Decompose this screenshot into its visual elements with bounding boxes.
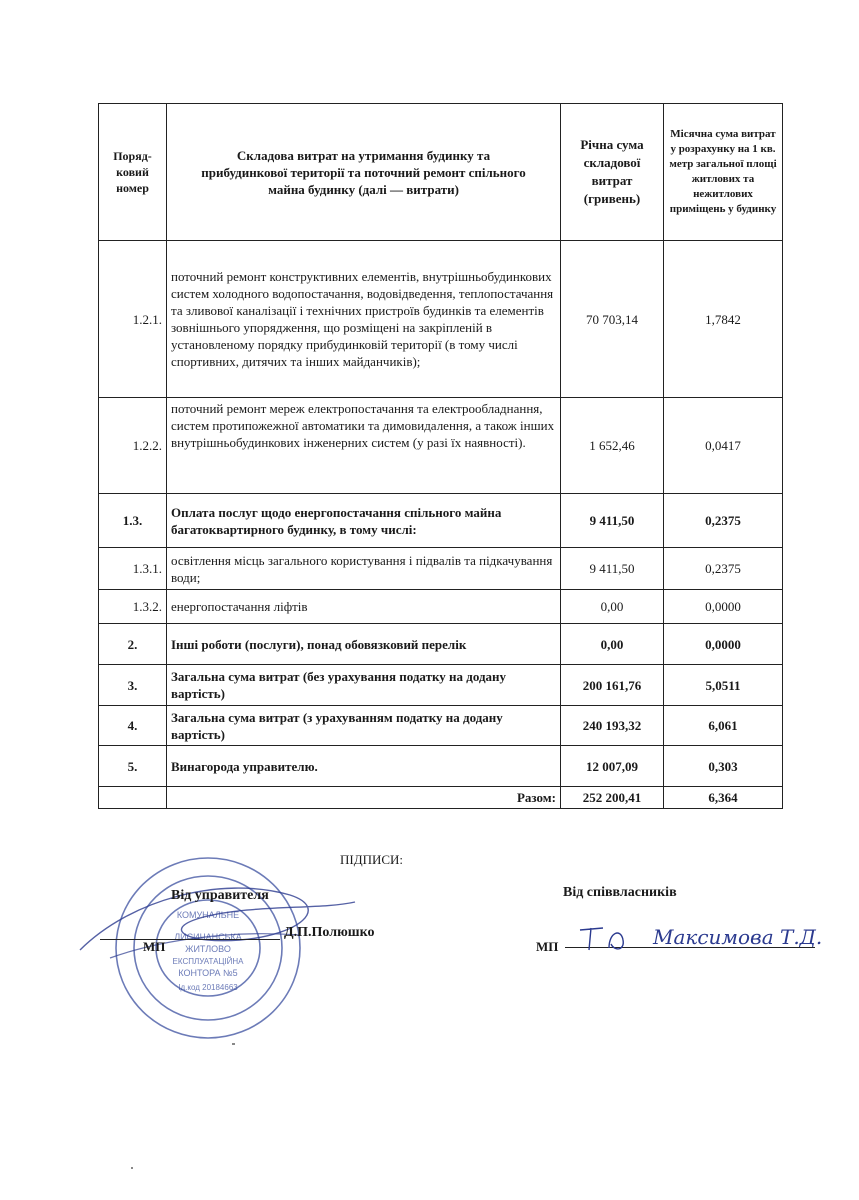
cost-table — [98, 103, 783, 809]
row-number: 1.2.2. — [99, 398, 167, 494]
stamp-line-4: ЕКСПЛУАТАЦІЙНА — [172, 957, 244, 966]
manager-name: Д.П.Полюшко — [284, 925, 375, 940]
stamp-line-2: ЛИСИЧАНСЬКА — [174, 932, 242, 942]
header-number: Поряд- ковий номер — [99, 104, 167, 241]
row-number: 3. — [99, 665, 167, 706]
row-description: поточний ремонт конструктивних елементів, внутрішньобудинкових систем холодного водопостачання, водовідведення, теплопостачання та зливової каналізації і технічних пристроїв будинків та елементів зовнішнього упорядження, що розміщені на закріпленій в установленому порядку прибудинковій території (в тому числі спортивних, дитячих та інших майданчиків); — [167, 241, 561, 398]
table-row — [99, 241, 783, 398]
row-annual: 0,00 — [561, 590, 664, 624]
row-description: поточний ремонт мереж електропостачання та електрообладнання, систем протипожежної автоматики та димовидалення, а також інших внутрішньобудинкових інженерних систем (у разі їх наявності). — [167, 398, 561, 494]
row-annual: 12 007,09 — [561, 746, 664, 787]
stamp-line-3: ЖИТЛОВО — [185, 944, 231, 954]
table-row — [99, 494, 783, 548]
header-monthly: Місячна сума витрат у розрахунку на 1 кв. метр загальної площі житлових та нежитлових приміщень у будинку — [664, 104, 783, 241]
row-number: 1.3. — [99, 494, 167, 548]
row-number: 2. — [99, 624, 167, 665]
signatures-title: ПІДПИСИ: — [340, 852, 404, 867]
row-monthly: 1,7842 — [664, 241, 783, 398]
table-row — [99, 624, 783, 665]
row-monthly: 0,0000 — [664, 590, 783, 624]
row-annual: 200 161,76 — [561, 665, 664, 706]
scan-speck — [131, 1167, 133, 1169]
table-row — [99, 706, 783, 746]
row-description: Винагорода управителю. — [167, 746, 561, 787]
scan-speck — [232, 1043, 235, 1045]
row-description: енергопостачання ліфтів — [167, 590, 561, 624]
row-monthly: 0,2375 — [664, 548, 783, 590]
stamp-line-6: Ід.код 20184663 — [178, 983, 238, 992]
row-monthly: 6,061 — [664, 706, 783, 746]
stamp-line-1: КОМУНАЛЬНЕ — [176, 910, 240, 920]
row-number: 5. — [99, 746, 167, 787]
row-description: Оплата послуг щодо енергопостачання спільного майна багатоквартирного будинку, в тому числі: — [167, 494, 561, 548]
header-component: Складова витрат на утримання будинку та прибудинкової території та поточний ремонт спільного майна будинку (далі — витрати) — [167, 104, 561, 241]
total-annual: 252 200,41 — [561, 787, 664, 809]
row-number: 4. — [99, 706, 167, 746]
table-row — [99, 590, 783, 624]
total-monthly: 6,364 — [664, 787, 783, 809]
owners-stamp-place: МП — [536, 939, 559, 954]
total-label: Разом: — [167, 787, 561, 809]
owners-handwriting-text: Максимова Т.Д. — [653, 925, 823, 949]
row-monthly: 0,0000 — [664, 624, 783, 665]
row-number: 1.2.1. — [99, 241, 167, 398]
table-row — [99, 665, 783, 706]
row-annual: 9 411,50 — [561, 548, 664, 590]
row-description: освітлення місць загального користування і підвалів та підкачування води; — [167, 548, 561, 590]
row-monthly: 0,2375 — [664, 494, 783, 548]
manager-stamp-place: МП — [143, 939, 166, 954]
owners-label: Від співвласників — [563, 885, 677, 900]
row-number: 1.3.1. — [99, 548, 167, 590]
row-annual: 1 652,46 — [561, 398, 664, 494]
total-row — [99, 787, 783, 809]
row-description: Інші роботи (послуги), понад обовязковий перелік — [167, 624, 561, 665]
row-number: 1.3.2. — [99, 590, 167, 624]
row-annual: 240 193,32 — [561, 706, 664, 746]
row-monthly: 0,303 — [664, 746, 783, 787]
table-row — [99, 746, 783, 787]
manager-label: Від управителя — [171, 888, 269, 903]
table-header-row — [99, 104, 783, 241]
row-monthly: 5,0511 — [664, 665, 783, 706]
table-row — [99, 398, 783, 494]
owners-handwritten-signature — [575, 918, 835, 958]
table-row — [99, 548, 783, 590]
row-monthly: 0,0417 — [664, 398, 783, 494]
row-description: Загальна сума витрат (без урахування податку на додану вартість) — [167, 665, 561, 706]
stamp-line-5: КОНТОРА №5 — [178, 968, 238, 978]
row-annual: 70 703,14 — [561, 241, 664, 398]
total-empty-cell — [99, 787, 167, 809]
manager-signature-line — [100, 939, 280, 940]
row-annual: 0,00 — [561, 624, 664, 665]
header-annual: Річна сума складової витрат (гривень) — [561, 104, 664, 241]
row-description: Загальна сума витрат (з урахуванням податку на додану вартість) — [167, 706, 561, 746]
row-annual: 9 411,50 — [561, 494, 664, 548]
